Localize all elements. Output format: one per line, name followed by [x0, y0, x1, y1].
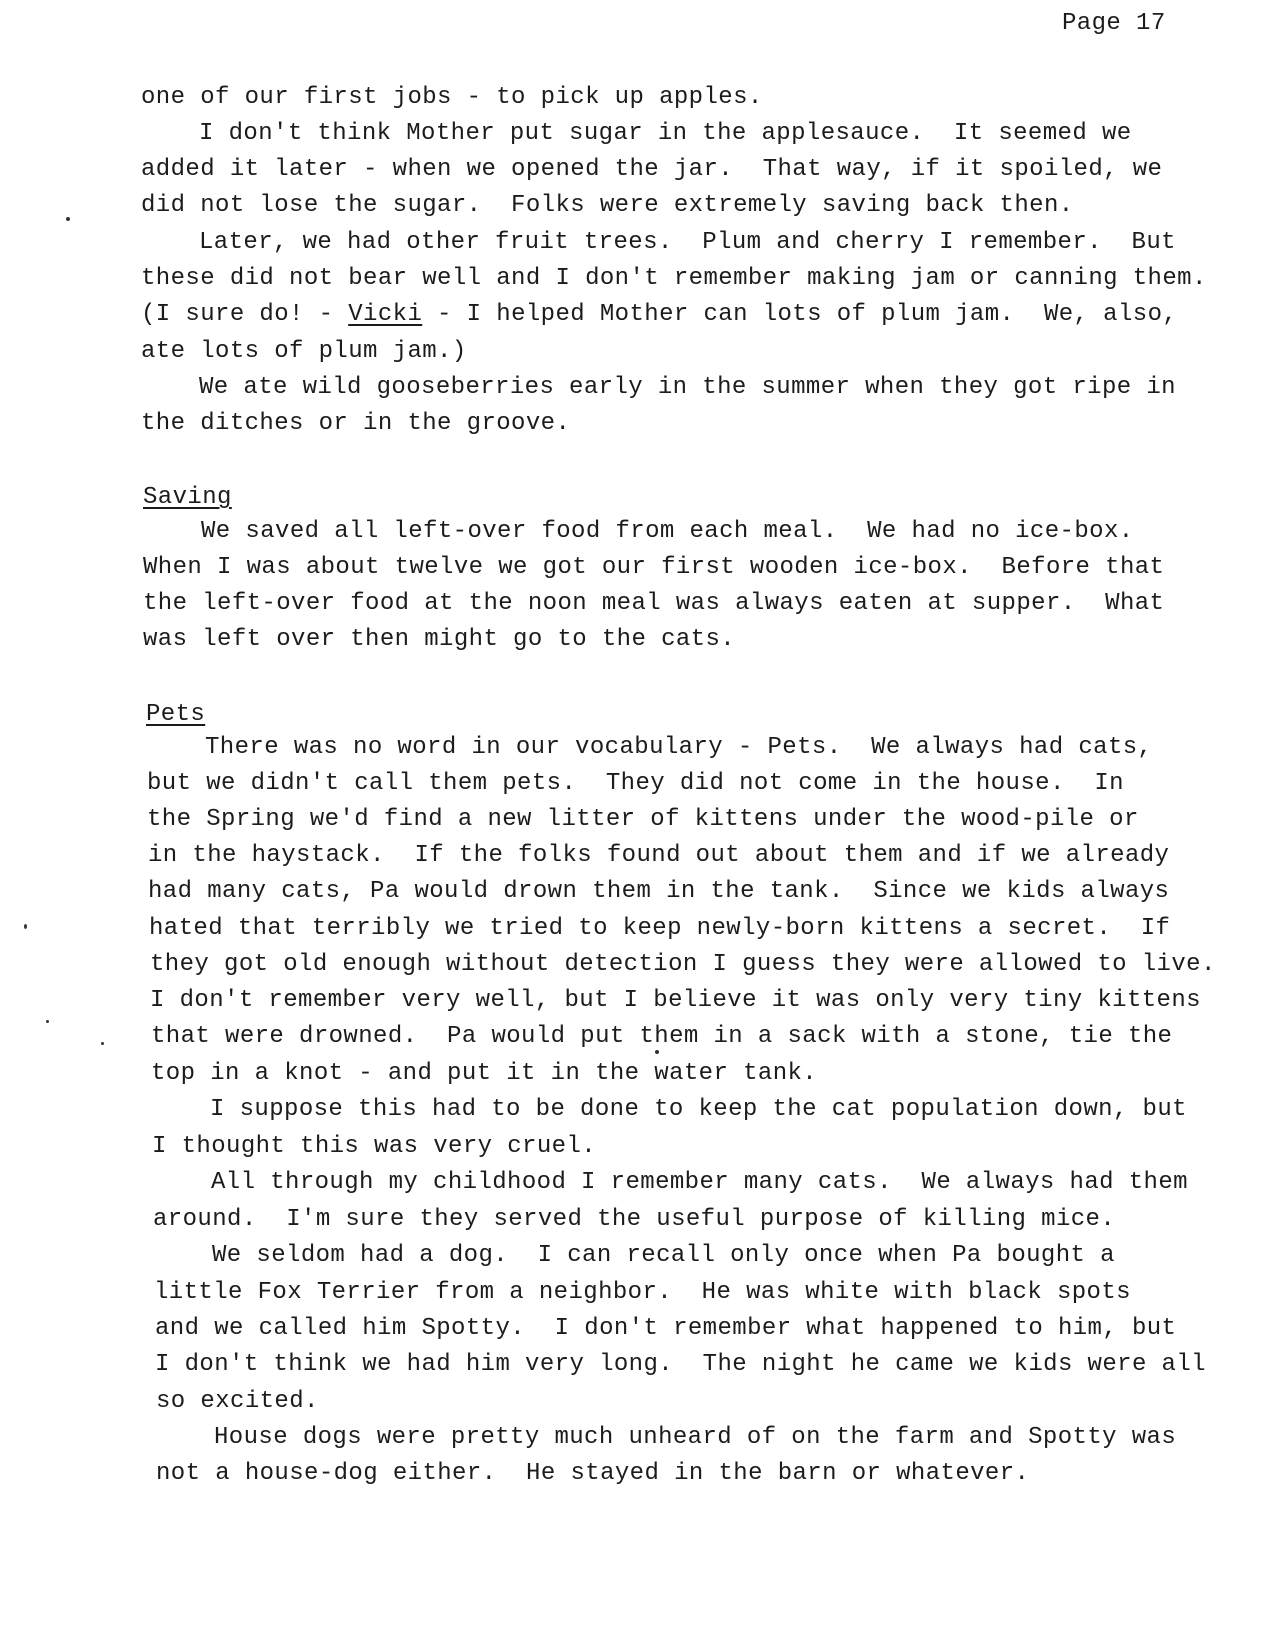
text-line: Later, we had other fruit trees. Plum and cherry I remember. But [199, 229, 1176, 256]
scan-speck [66, 217, 70, 221]
scan-speck [46, 1020, 49, 1023]
text-line: I don't remember very well, but I believe it was only very tiny kittens [150, 987, 1201, 1014]
scan-speck [24, 924, 27, 929]
text-line: I don't think we had him very long. The night he came we kids were all [155, 1351, 1206, 1378]
text-line: did not lose the sugar. Folks were extremely saving back then. [141, 192, 1074, 219]
text-line: had many cats, Pa would drown them in the tank. Since we kids always [148, 878, 1170, 905]
text-line: I don't think Mother put sugar in the applesauce. It seemed we [199, 120, 1132, 147]
text-line: I thought this was very cruel. [152, 1133, 597, 1160]
text-line: ate lots of plum jam.) [141, 338, 467, 365]
text-line: top in a knot - and put it in the water tank. [151, 1060, 818, 1087]
text-line: We seldom had a dog. I can recall only once when Pa bought a [212, 1242, 1115, 1269]
text-line: around. I'm sure they served the useful purpose of killing mice. [153, 1206, 1116, 1233]
text-fragment: - I helped Mother can lots of plum jam. We, also, [422, 301, 1178, 328]
text-line: hated that terribly we tried to keep newly-born kittens a secret. If [149, 915, 1171, 942]
text-line: and we called him Spotty. I don't remember what happened to him, but [155, 1315, 1177, 1342]
text-line: There was no word in our vocabulary - Pets. We always had cats, [205, 734, 1153, 761]
text-fragment: (I sure do! - [141, 301, 349, 328]
page-number: Page 17 [1062, 10, 1166, 37]
text-line: I suppose this had to be done to keep the cat population down, but [210, 1096, 1187, 1123]
text-line: was left over then might go to the cats. [143, 626, 736, 653]
text-line: added it later - when we opened the jar. That way, if it spoiled, we [141, 156, 1163, 183]
text-line [141, 300, 1177, 330]
text-line: that were drowned. Pa would put them in a sack with a stone, tie the [151, 1023, 1173, 1050]
text-line: House dogs were pretty much unheard of on the farm and Spotty was [214, 1424, 1177, 1451]
text-line: these did not bear well and I don't remember making jam or canning them. [141, 265, 1207, 292]
text-line: they got old enough without detection I guess they were allowed to live. [150, 951, 1216, 978]
text-line: the Spring we'd find a new litter of kittens under the wood-pile or [147, 806, 1139, 833]
text-line: We saved all left-over food from each meal. We had no ice-box. [201, 518, 1134, 545]
text-line: We ate wild gooseberries early in the summer when they got ripe in [199, 374, 1176, 401]
scan-speck [101, 1042, 104, 1045]
text-line: All through my childhood I remember many cats. We always had them [211, 1169, 1188, 1196]
text-line: but we didn't call them pets. They did not come in the house. In [147, 770, 1124, 797]
text-line: one of our first jobs - to pick up apples. [141, 84, 763, 111]
scan-speck [655, 1050, 659, 1054]
author-note-name: Vicki [348, 301, 423, 328]
text-line: in the haystack. If the folks found out about them and if we already [148, 842, 1170, 869]
section-heading-pets: Pets [146, 701, 206, 728]
text-line: the ditches or in the groove. [141, 410, 571, 437]
text-line: the left-over food at the noon meal was always eaten at supper. What [143, 590, 1165, 617]
text-line: little Fox Terrier from a neighbor. He was white with black spots [154, 1279, 1131, 1306]
text-line: so excited. [156, 1388, 319, 1415]
text-line: When I was about twelve we got our first wooden ice-box. Before that [143, 554, 1165, 581]
section-heading-saving: Saving [143, 484, 232, 511]
text-line: not a house-dog either. He stayed in the barn or whatever. [156, 1460, 1030, 1487]
